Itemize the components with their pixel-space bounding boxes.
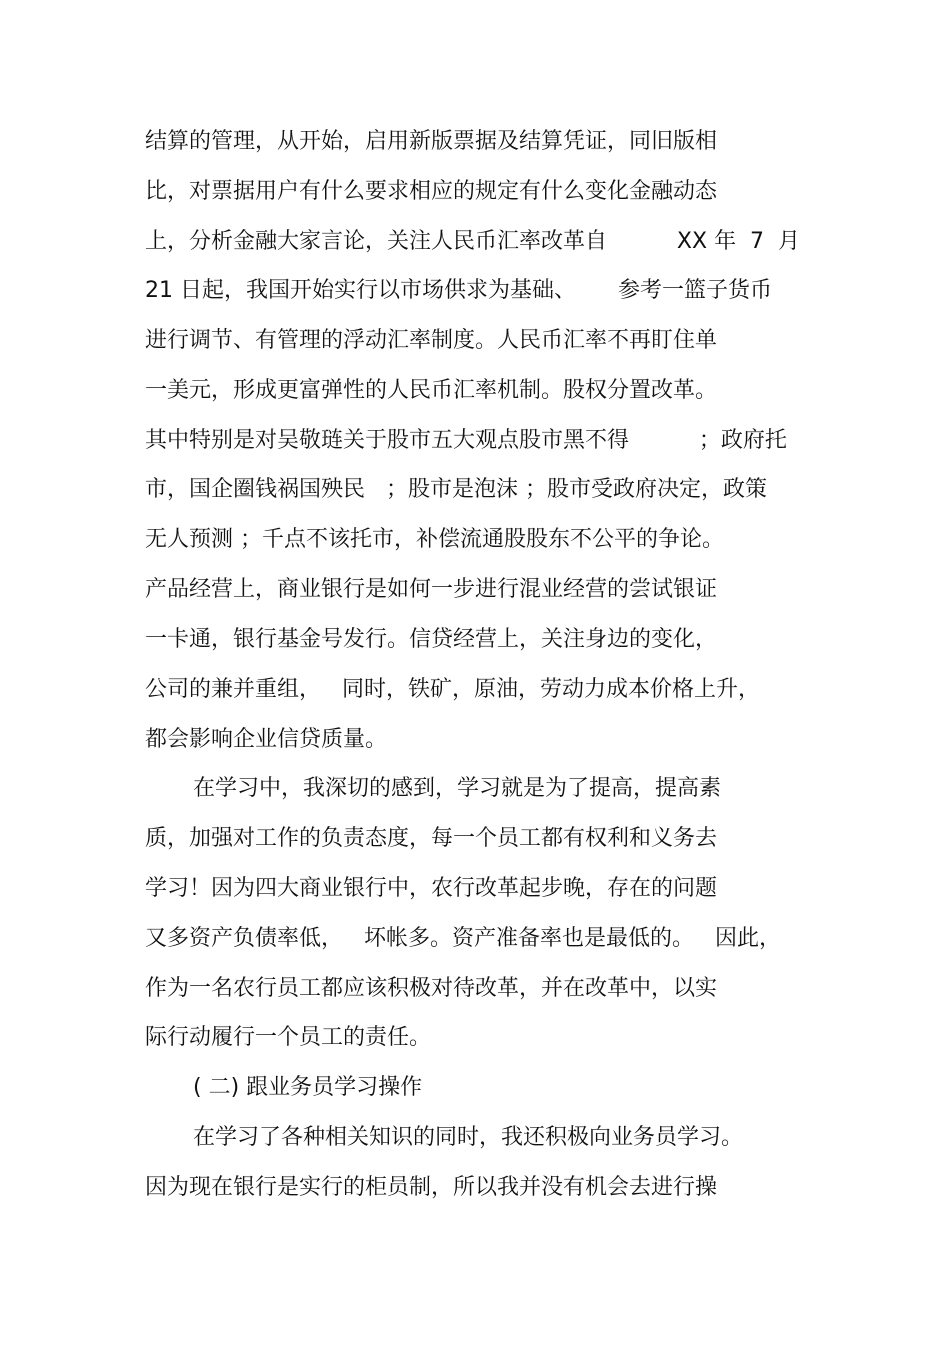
text-line: 作为一名农行员工都应该积极对待改革，并在改革中，以实 (145, 976, 718, 1001)
text-line: 学习！因为四大商业银行中，农行改革起步晚，存在的问题 (145, 876, 718, 901)
text-line: 因为现在银行是实行的柜员制，所以我并没有机会去进行操 (145, 1175, 718, 1200)
text-line: 进行调节、有管理的浮动汇率制度。人民币汇率不再盯住单 (145, 328, 718, 353)
text-line: 上，分析金融大家言论，关注人民币汇率改革自 XX 年 7 月 (145, 229, 801, 254)
section-heading: ( 二) 跟业务员学习操作 (193, 1075, 423, 1100)
paragraph-first-line: 在学习了各种相关知识的同时，我还积极向业务员学习。 (193, 1125, 744, 1150)
text-line: 结算的管理，从开始，启用新版票据及结算凭证，同旧版相 (145, 129, 718, 154)
text-line: 际行动履行一个员工的责任。 (145, 1025, 432, 1050)
text-line: 都会影响企业信贷质量。 (145, 727, 388, 752)
text-line: 又多资产负债率低， 坏帐多。资产准备率也是最低的。 因此， (145, 926, 781, 951)
paragraph-first-line: 在学习中，我深切的感到，学习就是为了提高，提高素 (193, 776, 722, 801)
text-line: 21 日起，我国开始实行以市场供求为基础、 参考一篮子货币 (145, 278, 772, 303)
text-line: 其中特别是对吴敬琏关于股市五大观点股市黑不得 ；政府托 (145, 428, 787, 453)
text-line: 无人预测 ；千点不该托市，补偿流通股股东不公平的争论。 (145, 527, 724, 552)
text-line: 比，对票据用户有什么要求相应的规定有什么变化金融动态 (145, 179, 718, 204)
text-line: 产品经营上，商业银行是如何一步进行混业经营的尝试银证 (145, 577, 718, 602)
text-line: 市，国企圈钱祸国殃民 ；股市是泡沫 ；股市受政府决定，政策 (145, 477, 767, 502)
text-line: 一卡通，银行基金号发行。信贷经营上，关注身边的变化， (145, 627, 718, 652)
text-line: 公司的兼并重组， 同时，铁矿，原油，劳动力成本价格上升， (145, 677, 760, 702)
text-line: 质，加强对工作的负责态度，每一个员工都有权利和义务去 (145, 826, 718, 851)
text-line: 一美元，形成更富弹性的人民币汇率机制。股权分置改革。 (145, 378, 718, 403)
